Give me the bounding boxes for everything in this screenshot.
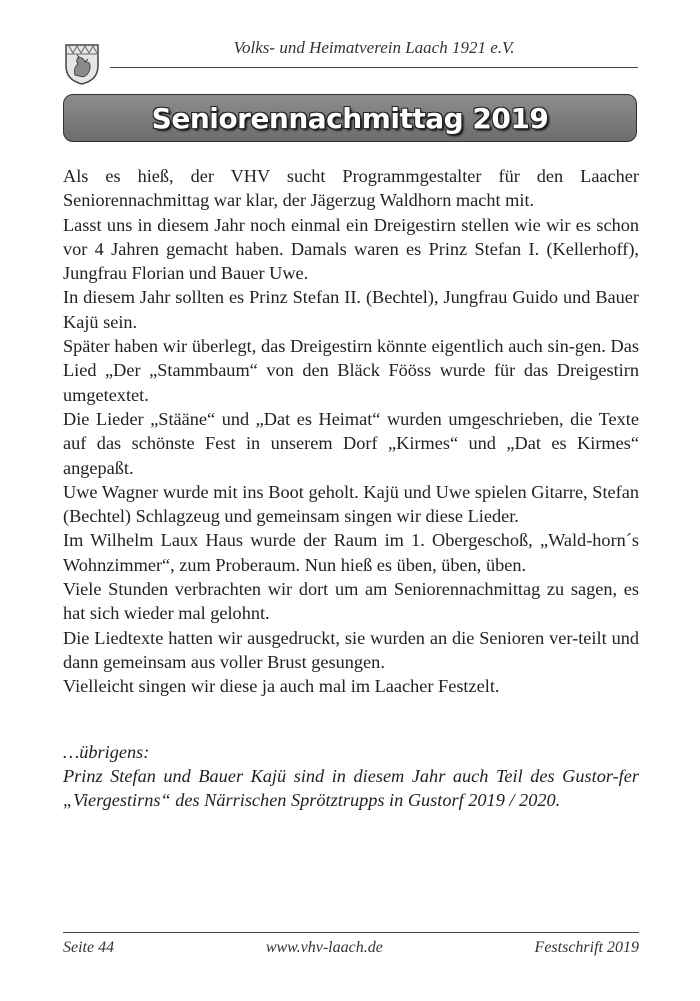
title-banner bbox=[63, 94, 637, 142]
paragraph: Die Lieder „Stääne“ und „Dat es Heimat“ wurden umgeschrieben, die Texte auf das schönste Fest in unserem Dorf „Kirmes“ und „Dat es Kirmes“ angepaßt. bbox=[63, 408, 639, 478]
footer bbox=[63, 939, 639, 957]
paragraph: Im Wilhelm Laux Haus wurde der Raum im 1. Obergeschoß, „Wald-horn´s Wohnzimmer“, zum Proberaum. Nun hieß es üben, üben, üben. bbox=[63, 530, 639, 575]
header-divider bbox=[110, 67, 638, 68]
footer-url: www.vhv-laach.de bbox=[265, 939, 383, 956]
paragraph: In diesem Jahr sollten es Prinz Stefan II. (Bechtel), Jungfrau Guido und Bauer Kajü sein. bbox=[63, 287, 639, 332]
paragraph: Die Liedtexte hatten wir ausgedruckt, sie wurden an die Senioren ver-teilt und dann gemeinsam aus voller Brust gesungen. bbox=[63, 627, 639, 672]
publication-name: Festschrift 2019 bbox=[534, 939, 639, 956]
header-title: Volks- und Heimatverein Laach 1921 e.V. bbox=[233, 38, 515, 57]
article-body bbox=[63, 164, 639, 699]
page-title: Seniorennachmittag 2019 bbox=[151, 101, 549, 135]
note-text: Prinz Stefan und Bauer Kajü sind in diesem Jahr auch Teil des Gustor-fer „Viergestirns“ des Närrischen Sprötztrupps in Gustorf 2019 / 2020. bbox=[63, 766, 639, 810]
coat-of-arms-icon bbox=[63, 42, 101, 86]
footer-divider bbox=[63, 932, 639, 933]
paragraph: Später haben wir überlegt, das Dreigestirn könnte eigentlich auch sin-gen. Das Lied „Der „Stammbaum“ von den Bläck Fööss wurde für das Dreigestirn umgetextet. bbox=[63, 336, 639, 405]
paragraph: Vielleicht singen wir diese ja auch mal im Laacher Festzelt. bbox=[63, 676, 500, 697]
paragraph: Viele Stunden verbrachten wir dort um am Seniorennachmittag zu sagen, es hat sich wieder mal gelohnt. bbox=[63, 579, 639, 624]
paragraph: Lasst uns in diesem Jahr noch einmal ein Dreigestirn stellen wie wir es schon vor 4 Jahren gemacht haben. Damals waren es Prinz Stefan I. (Kellerhoff), Jungfrau Florian und Bauer Uwe. bbox=[63, 214, 639, 284]
page-number: Seite 44 bbox=[63, 939, 115, 956]
note-heading: …übrigens: bbox=[63, 742, 150, 762]
paragraph: Uwe Wagner wurde mit ins Boot geholt. Kajü und Uwe spielen Gitarre, Stefan (Bechtel) Schlagzeug und gemeinsam singen wir diese Lieder. bbox=[63, 481, 639, 527]
side-note bbox=[63, 740, 639, 812]
paragraph: Als es hieß, der VHV sucht Programmgestalter für den Laacher Seniorennachmittag war klar, der Jägerzug Waldhorn macht mit. bbox=[63, 166, 639, 211]
